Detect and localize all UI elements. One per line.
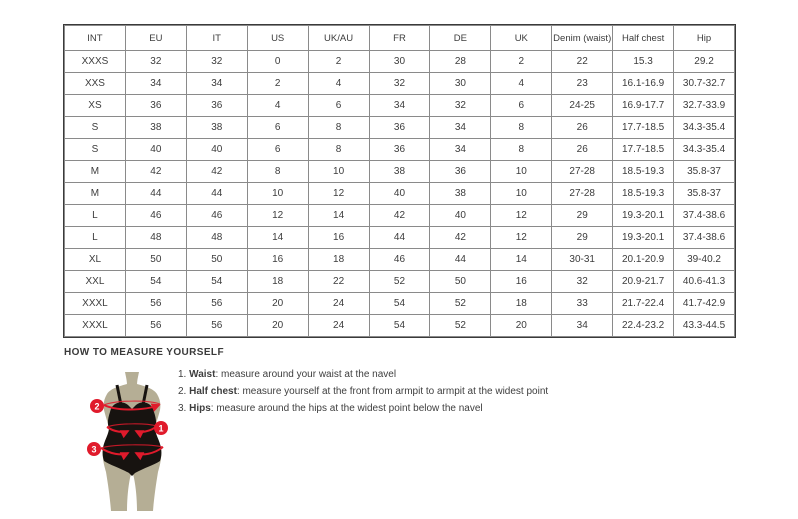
- table-cell: 37.4-38.6: [674, 227, 735, 249]
- column-header: DE: [430, 26, 491, 51]
- table-cell: 8: [308, 117, 369, 139]
- table-cell: 28: [430, 51, 491, 73]
- table-cell: 18: [308, 249, 369, 271]
- table-cell: 22.4-23.2: [613, 315, 674, 337]
- table-cell: 42: [369, 205, 430, 227]
- table-cell: XL: [65, 249, 126, 271]
- step-number: 3.: [178, 403, 190, 414]
- table-cell: 30: [369, 51, 430, 73]
- table-cell: 54: [369, 293, 430, 315]
- table-cell: 24-25: [552, 95, 613, 117]
- table-cell: 6: [247, 117, 308, 139]
- table-cell: S: [65, 139, 126, 161]
- table-cell: 27-28: [552, 161, 613, 183]
- table-row: [65, 117, 735, 139]
- table-cell: 17.7-18.5: [613, 117, 674, 139]
- table-row: [65, 139, 735, 161]
- table-cell: S: [65, 117, 126, 139]
- table-cell: 18: [491, 293, 552, 315]
- table-cell: 56: [125, 315, 186, 337]
- table-cell: 46: [125, 205, 186, 227]
- table-cell: 8: [247, 161, 308, 183]
- table-cell: 36: [186, 95, 247, 117]
- table-cell: 29: [552, 205, 613, 227]
- table-cell: M: [65, 183, 126, 205]
- table-cell: 27-28: [552, 183, 613, 205]
- step-text: : measure yourself at the front from armpit to armpit at the widest point: [236, 386, 549, 397]
- table-cell: 34: [186, 73, 247, 95]
- table-cell: XS: [65, 95, 126, 117]
- table-cell: 56: [125, 293, 186, 315]
- table-cell: 48: [125, 227, 186, 249]
- marker-waist-badge: [154, 421, 168, 435]
- table-cell: 44: [430, 249, 491, 271]
- table-cell: 43.3-44.5: [674, 315, 735, 337]
- table-cell: 33: [552, 293, 613, 315]
- table-cell: 22: [552, 51, 613, 73]
- table-cell: 22: [308, 271, 369, 293]
- table-cell: 24: [308, 315, 369, 337]
- table-cell: 18: [247, 271, 308, 293]
- table-cell: 52: [369, 271, 430, 293]
- measure-step: [178, 387, 648, 397]
- table-row: [65, 95, 735, 117]
- table-cell: 4: [247, 95, 308, 117]
- table-cell: 20: [247, 315, 308, 337]
- table-cell: 12: [491, 227, 552, 249]
- column-header: UK/AU: [308, 26, 369, 51]
- header-row: [65, 26, 735, 51]
- table-cell: 10: [247, 183, 308, 205]
- table-cell: 50: [430, 271, 491, 293]
- step-number: 2.: [178, 386, 190, 397]
- table-cell: 48: [186, 227, 247, 249]
- table-cell: 16.1-16.9: [613, 73, 674, 95]
- table-cell: 42: [125, 161, 186, 183]
- table-cell: 52: [430, 315, 491, 337]
- column-header: FR: [369, 26, 430, 51]
- table-cell: 10: [491, 183, 552, 205]
- table-cell: 32: [186, 51, 247, 73]
- marker-chest-badge: [90, 399, 104, 413]
- table-cell: 20.9-21.7: [613, 271, 674, 293]
- mannequin-illustration: [76, 368, 188, 514]
- table-cell: 2: [247, 73, 308, 95]
- table-cell: 34.3-35.4: [674, 117, 735, 139]
- table-cell: 15.3: [613, 51, 674, 73]
- table-cell: 16: [247, 249, 308, 271]
- table-cell: 46: [186, 205, 247, 227]
- marker-chest-number: 2: [94, 401, 100, 412]
- column-header: IT: [186, 26, 247, 51]
- mannequin-figure: [76, 368, 188, 514]
- table-cell: 32: [552, 271, 613, 293]
- table-cell: 16: [491, 271, 552, 293]
- table-cell: 20: [247, 293, 308, 315]
- table-cell: 44: [125, 183, 186, 205]
- column-header: Half chest: [613, 26, 674, 51]
- marker-hips-number: 3: [91, 444, 97, 455]
- table-cell: 34: [125, 73, 186, 95]
- table-cell: 40: [125, 139, 186, 161]
- table-cell: 56: [186, 293, 247, 315]
- step-term: Half chest: [189, 386, 237, 397]
- table-cell: XXL: [65, 271, 126, 293]
- table-cell: 44: [186, 183, 247, 205]
- table-row: [65, 161, 735, 183]
- table-cell: L: [65, 227, 126, 249]
- table-cell: 16: [308, 227, 369, 249]
- table-cell: 35.8-37: [674, 161, 735, 183]
- table-cell: 6: [247, 139, 308, 161]
- table-cell: 6: [308, 95, 369, 117]
- table-cell: 32.7-33.9: [674, 95, 735, 117]
- table-cell: 26: [552, 139, 613, 161]
- table-cell: 36: [369, 139, 430, 161]
- table-cell: 50: [125, 249, 186, 271]
- table-cell: M: [65, 161, 126, 183]
- table-cell: 10: [308, 161, 369, 183]
- table-cell: 50: [186, 249, 247, 271]
- table-row: [65, 73, 735, 95]
- column-header: Hip: [674, 26, 735, 51]
- step-term: Waist: [189, 369, 216, 380]
- table-cell: 34: [552, 315, 613, 337]
- table-row: [65, 293, 735, 315]
- table-cell: 36: [369, 117, 430, 139]
- table-cell: 54: [125, 271, 186, 293]
- table-cell: 34.3-35.4: [674, 139, 735, 161]
- table-cell: 38: [430, 183, 491, 205]
- table-cell: 40: [369, 183, 430, 205]
- table-cell: 20.1-20.9: [613, 249, 674, 271]
- table-cell: 29.2: [674, 51, 735, 73]
- table-cell: 8: [491, 139, 552, 161]
- table-cell: 18.5-19.3: [613, 183, 674, 205]
- measure-instructions: [178, 370, 648, 421]
- table-cell: 10: [491, 161, 552, 183]
- table-cell: 16.9-17.7: [613, 95, 674, 117]
- size-chart-table: [64, 25, 735, 337]
- step-text: : measure around the hips at the widest point below the navel: [210, 403, 483, 414]
- table-cell: 39-40.2: [674, 249, 735, 271]
- table-cell: 18.5-19.3: [613, 161, 674, 183]
- table-cell: 19.3-20.1: [613, 227, 674, 249]
- table-cell: 26: [552, 117, 613, 139]
- table-cell: 40: [430, 205, 491, 227]
- table-cell: L: [65, 205, 126, 227]
- table-cell: 32: [125, 51, 186, 73]
- step-text: : measure around your waist at the navel: [215, 369, 397, 380]
- table-cell: 42: [430, 227, 491, 249]
- table-cell: 38: [369, 161, 430, 183]
- table-cell: 40: [186, 139, 247, 161]
- table-cell: 38: [186, 117, 247, 139]
- table-cell: 6: [491, 95, 552, 117]
- how-to-measure-title: HOW TO MEASURE YOURSELF: [64, 347, 224, 358]
- table-cell: 20: [491, 315, 552, 337]
- table-cell: 8: [308, 139, 369, 161]
- table-cell: 32: [369, 73, 430, 95]
- table-cell: 56: [186, 315, 247, 337]
- table-cell: 41.7-42.9: [674, 293, 735, 315]
- table-cell: 52: [430, 293, 491, 315]
- column-header: EU: [125, 26, 186, 51]
- size-chart-header: [65, 26, 735, 51]
- table-cell: 14: [491, 249, 552, 271]
- column-header: US: [247, 26, 308, 51]
- column-header: UK: [491, 26, 552, 51]
- table-cell: 30.7-32.7: [674, 73, 735, 95]
- table-cell: 36: [430, 161, 491, 183]
- table-cell: 17.7-18.5: [613, 139, 674, 161]
- table-cell: 42: [186, 161, 247, 183]
- table-cell: 36: [125, 95, 186, 117]
- column-header: Denim (waist): [552, 26, 613, 51]
- table-cell: 14: [308, 205, 369, 227]
- column-header: INT: [65, 26, 126, 51]
- table-cell: 32: [430, 95, 491, 117]
- table-cell: 30-31: [552, 249, 613, 271]
- table-cell: 54: [186, 271, 247, 293]
- table-cell: XXXL: [65, 315, 126, 337]
- table-cell: 34: [430, 117, 491, 139]
- table-cell: 37.4-38.6: [674, 205, 735, 227]
- table-cell: 30: [430, 73, 491, 95]
- table-cell: 2: [308, 51, 369, 73]
- table-cell: 23: [552, 73, 613, 95]
- size-chart-body: [65, 51, 735, 337]
- table-row: [65, 271, 735, 293]
- table-cell: 2: [491, 51, 552, 73]
- table-cell: XXXS: [65, 51, 126, 73]
- table-cell: 35.8-37: [674, 183, 735, 205]
- table-cell: 12: [308, 183, 369, 205]
- table-cell: 44: [369, 227, 430, 249]
- marker-waist-number: 1: [158, 423, 164, 434]
- table-cell: XXXL: [65, 293, 126, 315]
- table-row: [65, 183, 735, 205]
- table-cell: 29: [552, 227, 613, 249]
- table-cell: 34: [430, 139, 491, 161]
- table-cell: 0: [247, 51, 308, 73]
- table-cell: 54: [369, 315, 430, 337]
- table-cell: 14: [247, 227, 308, 249]
- marker-hips-badge: [87, 442, 101, 456]
- table-row: [65, 315, 735, 337]
- measure-step: [178, 370, 648, 380]
- table-cell: 24: [308, 293, 369, 315]
- table-cell: 4: [308, 73, 369, 95]
- table-cell: 38: [125, 117, 186, 139]
- table-cell: XXS: [65, 73, 126, 95]
- table-cell: 12: [247, 205, 308, 227]
- table-cell: 21.7-22.4: [613, 293, 674, 315]
- measure-step: [178, 404, 648, 414]
- table-cell: 4: [491, 73, 552, 95]
- step-number: 1.: [178, 369, 190, 380]
- table-cell: 19.3-20.1: [613, 205, 674, 227]
- table-cell: 34: [369, 95, 430, 117]
- table-row: [65, 227, 735, 249]
- step-term: Hips: [189, 403, 211, 414]
- table-cell: 46: [369, 249, 430, 271]
- table-cell: 8: [491, 117, 552, 139]
- table-cell: 12: [491, 205, 552, 227]
- table-cell: 40.6-41.3: [674, 271, 735, 293]
- table-row: [65, 205, 735, 227]
- table-row: [65, 249, 735, 271]
- table-row: [65, 51, 735, 73]
